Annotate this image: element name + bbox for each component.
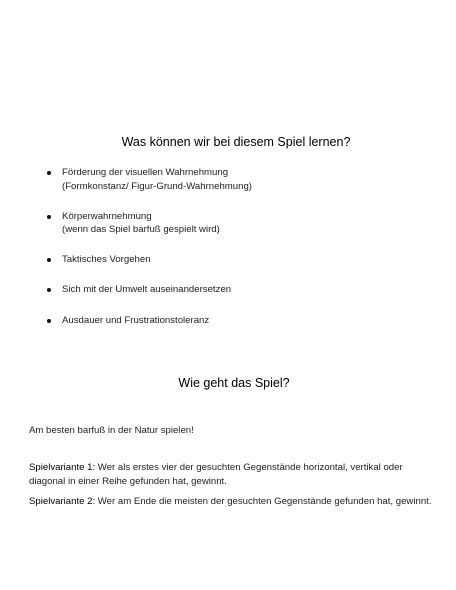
list-item-subtext: (Formkonstanz/ Figur-Grund-Wahrnehmung) [62, 180, 252, 192]
list-item [42, 166, 252, 193]
section-howto-title: Wie geht das Spiel? [178, 376, 290, 390]
list-item-subtext: (wenn das Spiel barfuß gespielt wird) [62, 224, 220, 236]
section-learning-title: Was können wir bei diesem Spiel lernen? [121, 135, 351, 149]
list-item-text: Körperwahrnehmung [62, 210, 152, 222]
list-item [42, 253, 252, 267]
list-item-text: Sich mit der Umwelt auseinandersetzen [62, 284, 232, 296]
variant-1-line-1 [29, 461, 439, 475]
list-item [42, 210, 252, 237]
variant-1-paragraph [29, 461, 439, 488]
variant-1-text: Wer als erstes vier der gesuchten Gegenstände horizontal, vertikal oder [95, 462, 403, 473]
list-item-text: Ausdauer und Frustrationstoleranz [62, 314, 210, 326]
variant-2-paragraph [29, 495, 439, 509]
variant-2-label: Spielvariante 2 [29, 496, 93, 507]
variant-1-line-2: diagonal in einer Reihe gefunden hat, gewinnt. [29, 475, 227, 487]
list-item-text: Förderung der visuellen Wahrnehmung [62, 167, 229, 178]
bullet-icon [47, 258, 51, 262]
bullet-icon [47, 319, 51, 323]
bullet-icon [47, 215, 51, 219]
bullet-icon [47, 171, 51, 175]
learning-goals-list [42, 166, 252, 344]
intro-paragraph: Am besten barfuß in der Natur spielen! [29, 425, 194, 436]
bullet-icon [47, 288, 51, 292]
variant-2-line [29, 495, 439, 509]
variant-2-text: : Wer am Ende die meisten der gesuchten Gegenstände gefunden hat, gewinnt. [92, 496, 432, 507]
list-item-text: Taktisches Vorgehen [62, 254, 151, 266]
list-item [42, 314, 252, 328]
list-item [42, 283, 252, 297]
variant-1-label: Spielvariante 1: [29, 462, 96, 473]
